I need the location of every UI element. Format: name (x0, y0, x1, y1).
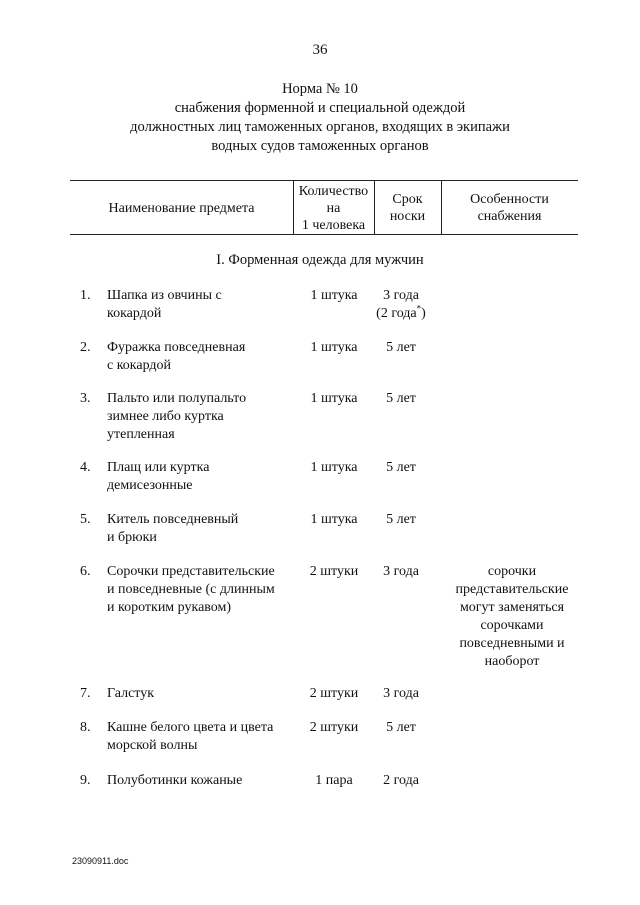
footer-filename: 23090911.doc (72, 856, 129, 866)
row-item-name (107, 772, 307, 790)
row-quantity: 1 пара (315, 773, 353, 788)
row-number: 2. (80, 340, 91, 355)
row-number: 1. (80, 288, 91, 303)
row-item-name-line: с кокардой (107, 358, 172, 373)
header-quantity-line-3: 1 человека (301, 218, 366, 233)
row-item-name-line: морской волны (107, 738, 198, 753)
header-quantity (293, 183, 374, 234)
norm-title-line-4: водных судов таможенных органов (211, 138, 429, 154)
row-term: 3 года (383, 686, 419, 701)
row-term-alt-end: ) (421, 306, 426, 321)
row-number: 8. (80, 720, 91, 735)
row-term: 5 лет (386, 391, 416, 406)
row-item-name-line: зимнее либо куртка (107, 409, 224, 424)
row-features-line: представительские (455, 582, 569, 597)
row-number: 6. (80, 564, 91, 579)
row-item-name-line: Галстук (107, 686, 155, 701)
row-features-line: могут заменяться (459, 600, 565, 615)
row-item-name (107, 459, 307, 495)
row-item-name (107, 339, 307, 375)
table-header-bottom-border (70, 234, 578, 235)
row-term: 5 лет (386, 460, 416, 475)
row-term-alt-text: (2 года (376, 306, 417, 321)
row-item-name-line: демисезонные (107, 478, 193, 493)
row-quantity: 2 штуки (309, 686, 359, 701)
row-term: 3 года (383, 564, 419, 579)
row-item-name-line: Плащ или куртка (107, 460, 210, 475)
row-item-name-line: утепленная (107, 427, 175, 442)
row-quantity: 1 штука (310, 288, 358, 303)
row-item-name-line: Кашне белого цвета и цвета (107, 720, 274, 735)
row-number: 5. (80, 512, 91, 527)
header-quantity-line-2: на (326, 201, 341, 216)
row-term: 5 лет (386, 340, 416, 355)
row-item-name-line: кокардой (107, 306, 162, 321)
row-item-name-line: Полуботинки кожаные (107, 773, 243, 788)
norm-title (0, 80, 640, 156)
footnote-mark: * (416, 303, 422, 314)
row-item-name-line: Фуражка повседневная (107, 340, 246, 355)
row-item-name-line: и коротким рукавом) (107, 600, 232, 615)
row-features-line: повседневными и (459, 636, 565, 651)
header-item-name: Наименование предмета (108, 201, 255, 216)
row-item-name (107, 685, 307, 703)
row-quantity: 2 штуки (309, 720, 359, 735)
row-quantity: 2 штуки (309, 564, 359, 579)
row-quantity: 1 штука (310, 340, 358, 355)
row-term-alt (366, 305, 436, 323)
row-features (446, 563, 578, 671)
section-title: I. Форменная одежда для мужчин (216, 252, 424, 268)
row-item-name (107, 511, 307, 547)
row-quantity: 1 штука (310, 460, 358, 475)
norm-title-line-1: Норма № 10 (282, 81, 358, 97)
row-quantity: 1 штука (310, 512, 358, 527)
table-top-border (70, 180, 578, 181)
row-term: 2 года (383, 773, 419, 788)
row-number: 7. (80, 686, 91, 701)
row-item-name-line: Сорочки представительские (107, 564, 275, 579)
row-item-name-line: Шапка из овчины с (107, 288, 222, 303)
row-item-name (107, 390, 307, 444)
row-item-name (107, 563, 307, 617)
header-term-line-2: носки (389, 209, 426, 224)
row-term (366, 287, 436, 323)
header-term-line-1: Срок (392, 192, 423, 207)
row-item-name-line: Пальто или полупальто (107, 391, 247, 406)
row-quantity: 1 штука (310, 391, 358, 406)
row-term: 5 лет (386, 720, 416, 735)
row-item-name (107, 719, 307, 755)
row-item-name-line: и брюки (107, 530, 157, 545)
row-item-name (107, 287, 307, 323)
page-number: 36 (312, 42, 328, 58)
row-item-name-line: и повседневные (с длинным (107, 582, 275, 597)
row-term: 5 лет (386, 512, 416, 527)
row-term-line: 3 года (383, 288, 419, 303)
row-features-line: сорочками (480, 618, 544, 633)
header-features (441, 191, 578, 225)
row-item-name-line: Китель повседневный (107, 512, 239, 527)
norm-title-line-2: снабжения форменной и специальной одеждой (174, 100, 466, 116)
header-features-line-1: Особенности (470, 192, 549, 207)
header-features-line-2: снабжения (477, 209, 542, 224)
row-number: 9. (80, 773, 91, 788)
row-number: 4. (80, 460, 91, 475)
row-number: 3. (80, 391, 91, 406)
header-term (374, 191, 441, 225)
row-features-line: наоборот (484, 654, 540, 669)
norm-title-line-3: должностных лиц таможенных органов, входящих в экипажи (130, 119, 510, 135)
header-quantity-line-1: Количество (298, 184, 369, 199)
row-features-line: сорочки (487, 564, 537, 579)
